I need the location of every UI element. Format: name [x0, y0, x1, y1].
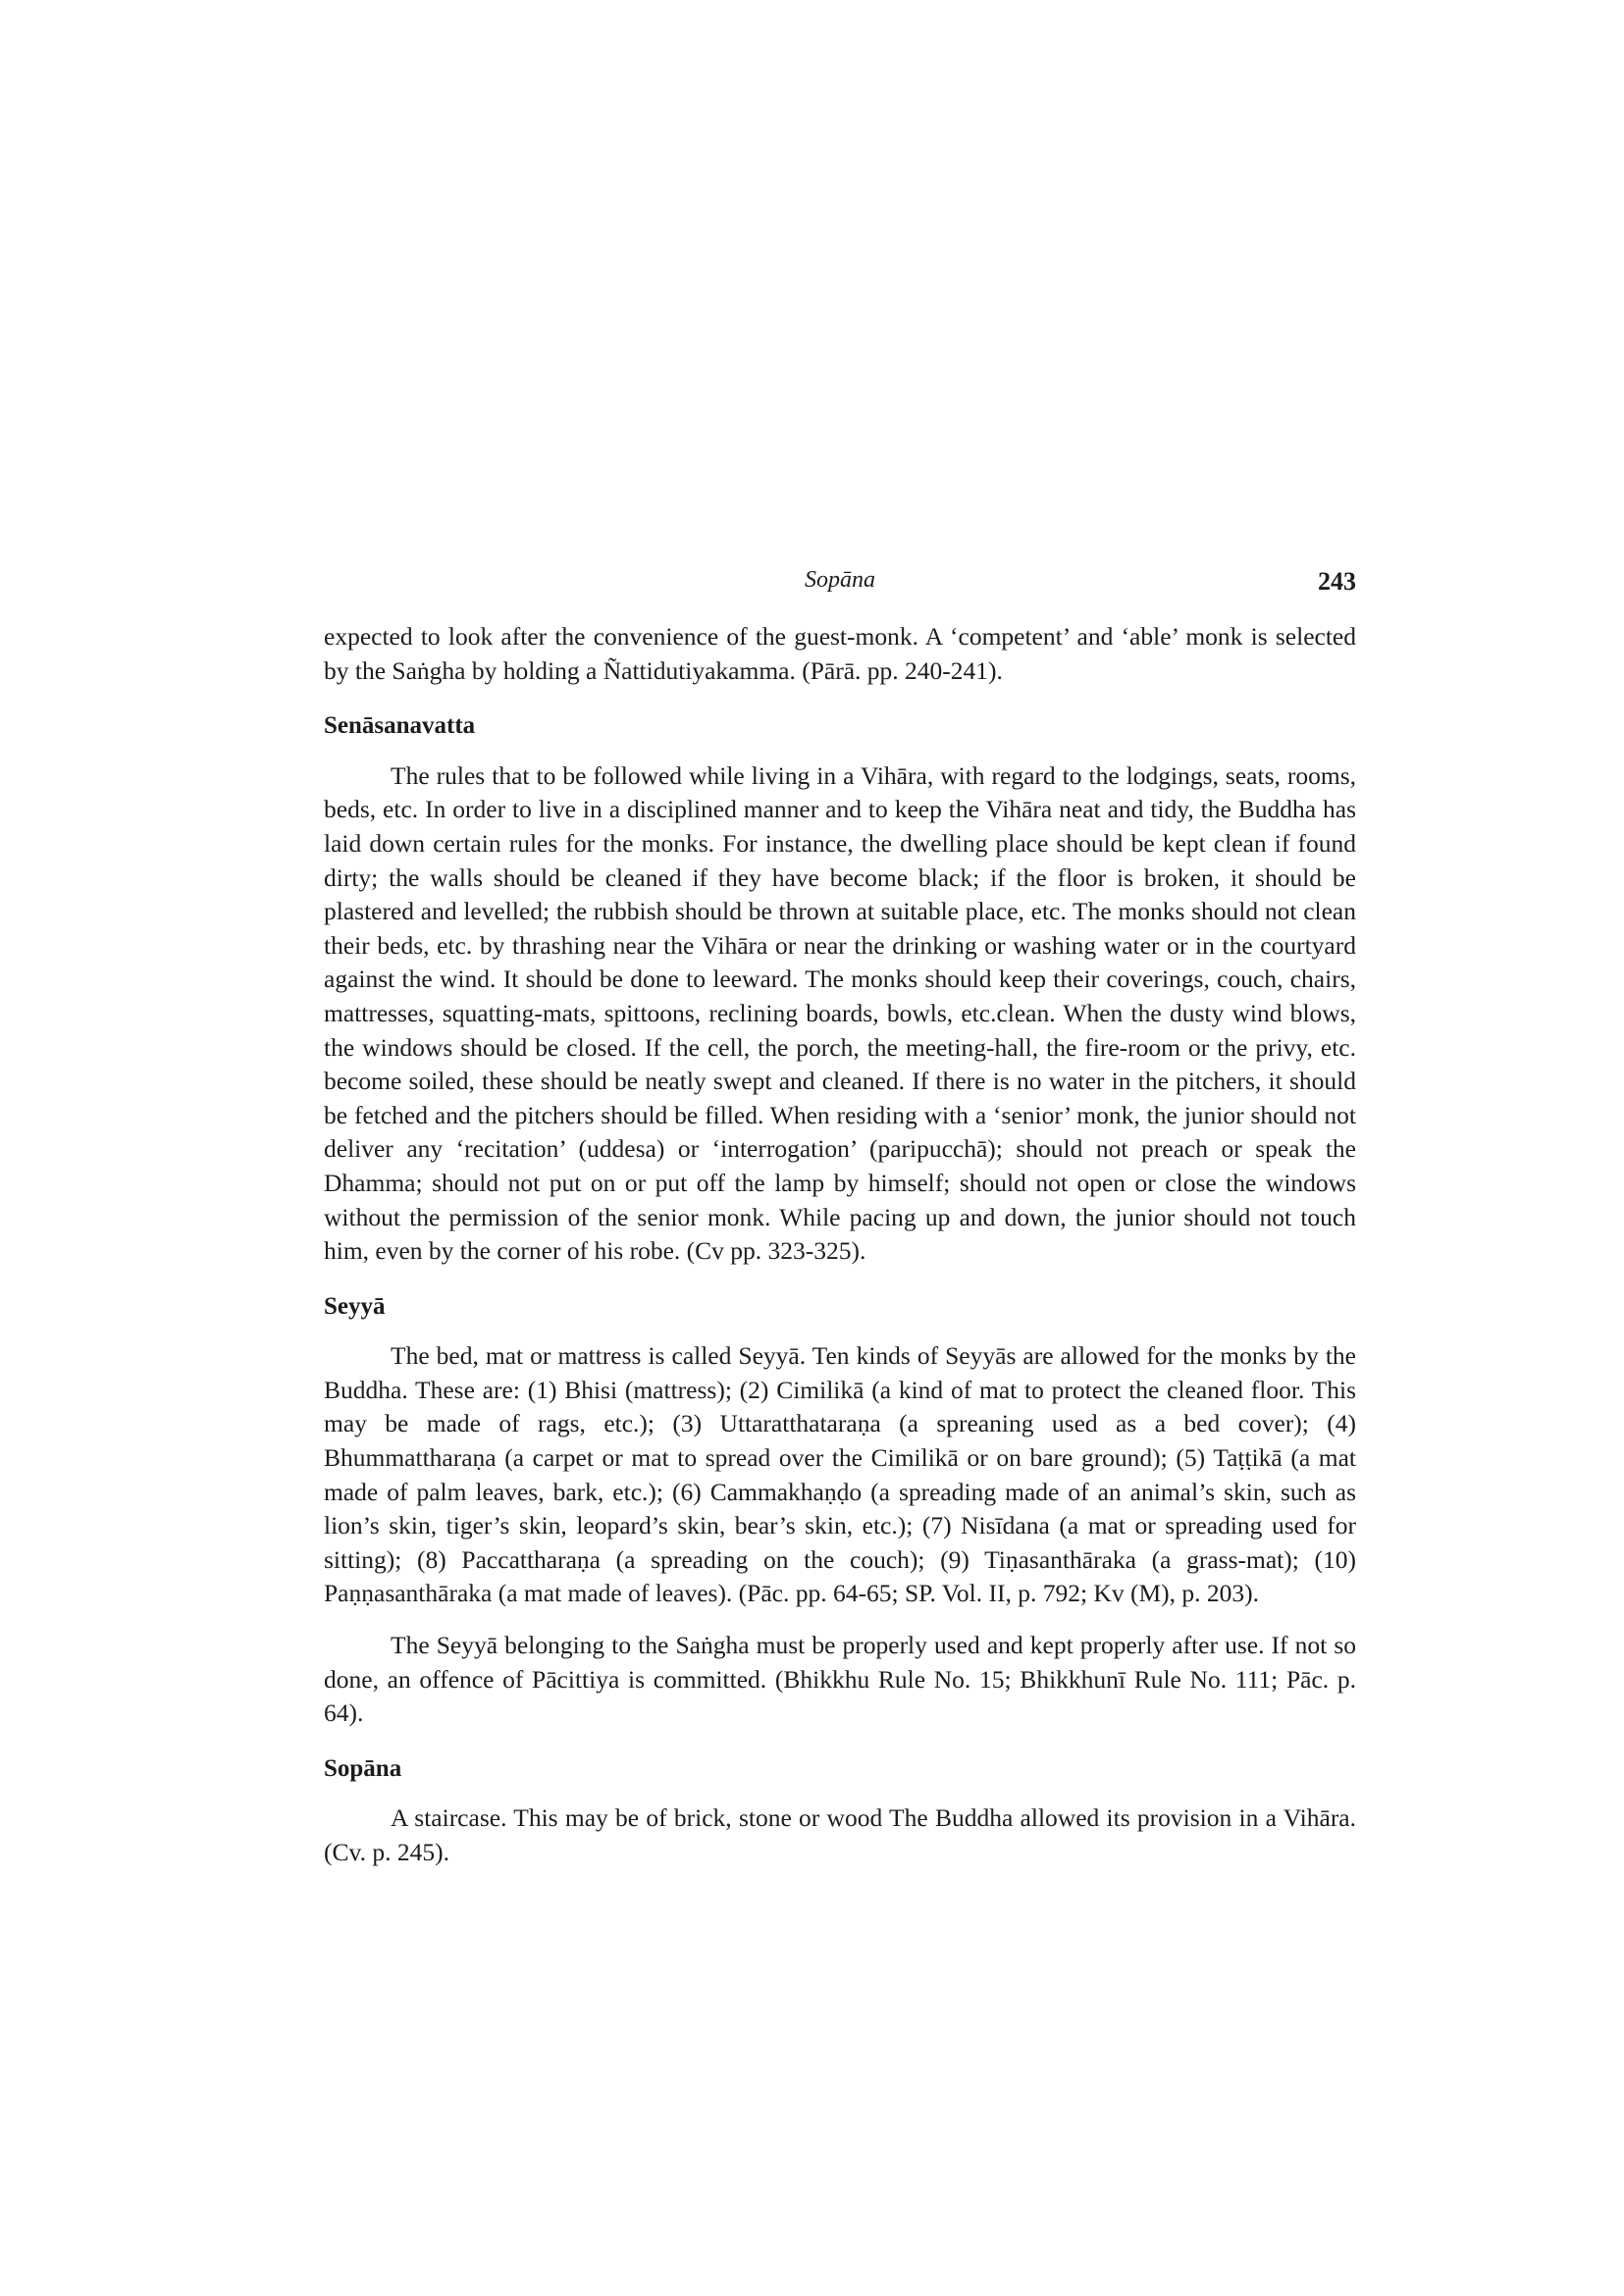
page-number: 243: [1318, 567, 1356, 596]
section-heading-senasanavatta: Senāsanavatta: [324, 712, 476, 740]
running-head: [324, 567, 1356, 606]
paragraph-seyya-usage: The Seyyā belonging to the Saṅgha must be properly used and kept properly after use. If not so done, an offence of Pācittiya is committed. (Bhikkhu Rule No. 15; Bhikkhunī Rule No. 111; Pāc. p. 64).: [324, 1631, 1356, 1728]
paragraph-senasanavatta: The rules that to be followed while living in a Vihāra, with regard to the lodgings, seats, rooms, beds, etc. In order to live in a disciplined manner and to keep the Vihāra neat and tidy, the Buddha has laid down certain rules for the monks. For instance, the dwelling place should be kept clean if found dirty; the walls should be cleaned if they have become black; if the floor is broken, it should be plastered and levelled; the rubbish should be thrown at suitable place, etc. The monks should not clean their beds, etc. by thrashing near the Vihāra or near the drinking or washing water or in the courtyard against the wind. It should be done to leeward. The monks should keep their coverings, couch, chairs, mattresses, squatting-mats, spittoons, reclining boards, bowls, etc.clean. When the dusty wind blows, the windows should be closed. If the cell, the porch, the meeting-hall, the fire-room or the privy, etc. become soiled, these should be neatly swept and cleaned. If there is no water in the pitchers, it should be fetched and the pitchers should be filled. When residing with a ‘senior’ monk, the junior should not deliver any ‘recitation’ (uddesa) or ‘interrogation’ (paripucchā); should not preach or speak the Dhamma; should not put on or put off the lamp by himself; should not open or close the windows without the permission of the senior monk. While pacing up and down, the junior should not touch him, even by the corner of his robe. (Cv pp. 323-325).: [324, 760, 1356, 1266]
intro-paragraph: expected to look after the convenience of the guest-monk. A ‘competent’ and ‘able’ monk is selected by the Saṅgha by holding a Ñattidutiyakamma. (Pārā. pp. 240-241).: [324, 622, 1356, 685]
paragraph-seyya-kinds: The bed, mat or mattress is called Seyyā. Ten kinds of Seyyās are allowed for the monks by the Buddha. These are: (1) Bhisi (mattress); (2) Cimilikā (a kind of mat to protect the cleaned floor. This may be made of rags, etc.); (3) Uttaratthataraṇa (a spreaning used as a bed cover); (4) Bhummattharaṇa (a carpet or mat to spread over the Cimilikā or on bare ground); (5) Taṭṭikā (a mat made of palm leaves, bark, etc.); (6) Cammakhaṇḍo (a spreading made of an animal’s skin, such as lion’s skin, tiger’s skin, leopard’s skin, bear’s skin, etc.); (7) Nisīdana (a mat or spreading used for sitting); (8) Paccattharaṇa (a spreading on the couch); (9) Tiṇasanthāraka (a grass-mat); (10) Paṇṇasanthāraka (a mat made of leaves). (Pāc. pp. 64-65; SP. Vol. II, p. 792; Kv (M), p. 203).: [324, 1341, 1356, 1608]
body-text: [324, 620, 1356, 1870]
section-heading-seyya: Seyyā: [324, 1292, 386, 1320]
paragraph-sopana: A staircase. This may be of brick, stone or wood The Buddha allowed its provision in a Vihāra. (Cv. p. 245).: [324, 1803, 1356, 1866]
running-title: Sopāna: [805, 567, 875, 593]
section-heading-sopana: Sopāna: [324, 1754, 402, 1782]
